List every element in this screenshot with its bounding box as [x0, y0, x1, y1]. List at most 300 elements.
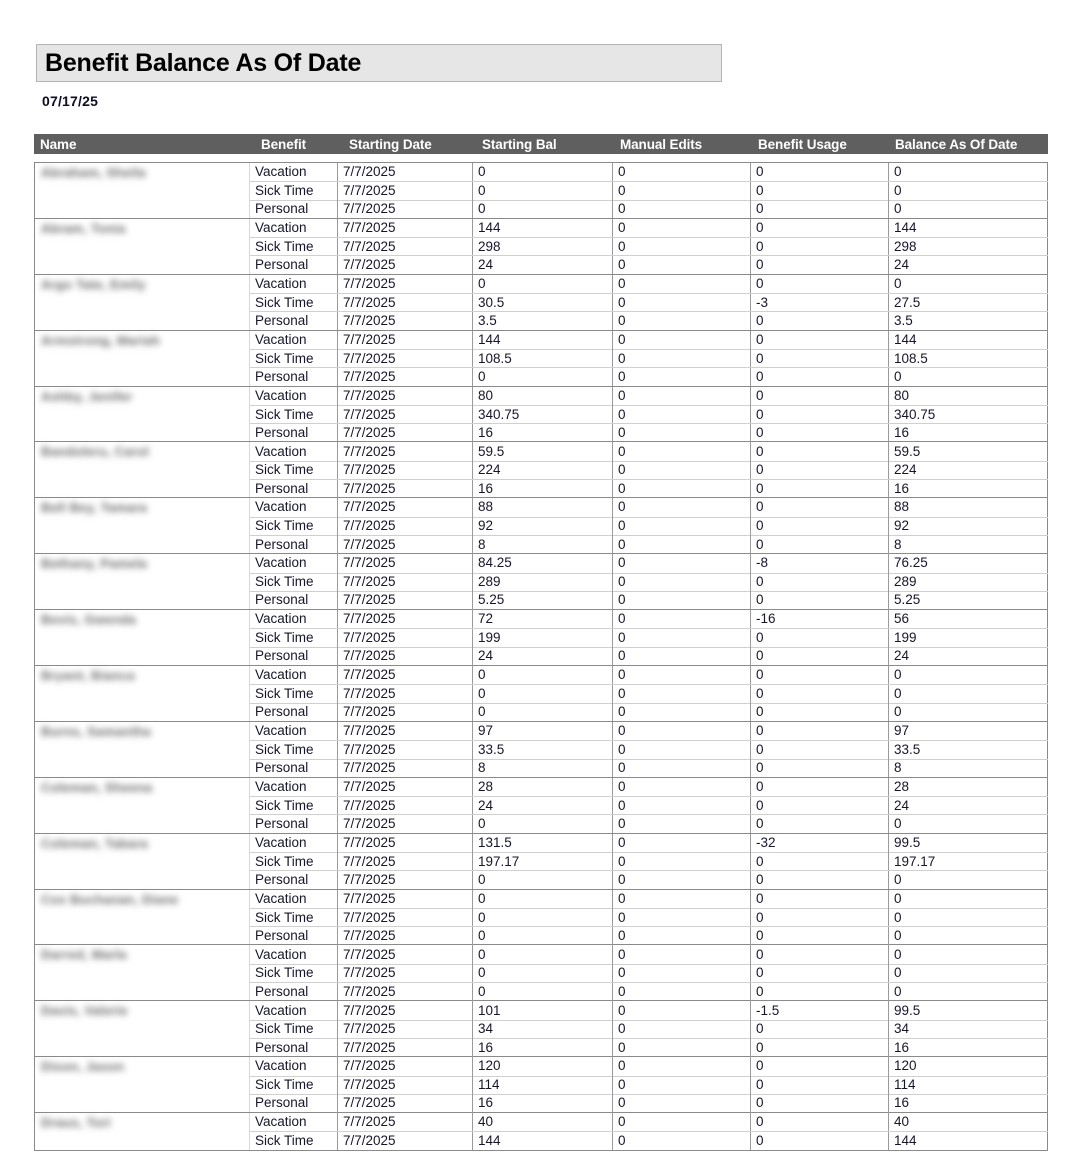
- cell-benefit-usage: 0: [751, 778, 889, 796]
- cell-benefit: Sick Time: [250, 349, 338, 367]
- employee-group: [35, 331, 1047, 387]
- table-row: [250, 796, 1048, 814]
- cell-balance-as-of-date: 340.75: [894, 406, 936, 422]
- cell-balance-as-of-date: 92: [894, 518, 910, 534]
- cell-starting-bal: 0: [473, 871, 613, 889]
- table-row: [250, 945, 1048, 963]
- cell-starting-date: 7/7/2025: [338, 405, 473, 423]
- employee-name-cell: [35, 554, 250, 609]
- cell-manual-edits: 0: [613, 685, 751, 703]
- cell-starting-bal: 40: [473, 1113, 613, 1131]
- cell-manual-edits: 0: [613, 778, 751, 796]
- column-header-benefit: Benefit: [261, 136, 307, 152]
- cell-balance-as-of-date: 0: [894, 946, 902, 962]
- table-row: [250, 275, 1048, 293]
- cell-manual-edits: 0: [613, 871, 751, 889]
- cell-benefit-usage: 0: [751, 182, 889, 200]
- table-row: [250, 591, 1048, 609]
- employee-name-redacted: Abram, Tonia: [41, 220, 126, 236]
- cell-benefit: Sick Time: [250, 573, 338, 591]
- cell-benefit: Vacation: [250, 1001, 338, 1019]
- cell-manual-edits: 0: [613, 1113, 751, 1131]
- cell-starting-bal: 144: [473, 219, 613, 237]
- cell-benefit-usage: 0: [751, 666, 889, 684]
- employee-name-redacted: Ashby, Jenifer: [41, 388, 133, 404]
- cell-starting-bal: 5.25: [473, 591, 613, 609]
- cell-manual-edits: 0: [613, 200, 751, 218]
- cell-benefit: Vacation: [250, 610, 338, 628]
- cell-starting-date: 7/7/2025: [338, 1094, 473, 1112]
- cell-balance-as-of-date: 144: [894, 220, 917, 236]
- employee-group: [35, 834, 1047, 890]
- cell-starting-bal: 30.5: [473, 294, 613, 312]
- employee-benefit-rows: [250, 945, 1048, 1000]
- employee-name-redacted: Bethany, Pamela: [41, 556, 148, 572]
- cell-benefit-usage: 0: [751, 964, 889, 982]
- table-row: [250, 703, 1048, 721]
- cell-starting-bal: 80: [473, 387, 613, 405]
- employee-benefit-rows: [250, 554, 1048, 609]
- cell-manual-edits: 0: [613, 256, 751, 274]
- cell-benefit-usage: 0: [751, 424, 889, 442]
- cell-starting-bal: 24: [473, 647, 613, 665]
- employee-name-redacted: Cox Buchanan, Diane: [41, 891, 179, 907]
- cell-benefit-usage: 0: [751, 349, 889, 367]
- cell-balance-as-of-date: 197.17: [894, 853, 936, 869]
- cell-benefit: Vacation: [250, 1113, 338, 1131]
- column-header-starting-date: Starting Date: [349, 136, 432, 152]
- table-row: [250, 255, 1048, 273]
- cell-manual-edits: 0: [613, 424, 751, 442]
- cell-starting-bal: 0: [473, 275, 613, 293]
- table-row: [250, 349, 1048, 367]
- cell-starting-date: 7/7/2025: [338, 256, 473, 274]
- cell-starting-date: 7/7/2025: [338, 182, 473, 200]
- employee-group: [35, 610, 1047, 666]
- cell-manual-edits: 0: [613, 610, 751, 628]
- cell-benefit-usage: -1.5: [751, 1001, 889, 1019]
- employee-name-cell: [35, 163, 250, 218]
- cell-starting-bal: 0: [473, 182, 613, 200]
- table-row: [250, 814, 1048, 832]
- cell-manual-edits: 0: [613, 219, 751, 237]
- cell-benefit-usage: 0: [751, 368, 889, 386]
- cell-benefit: Vacation: [250, 890, 338, 908]
- cell-starting-bal: 197.17: [473, 852, 613, 870]
- cell-manual-edits: 0: [613, 759, 751, 777]
- table-row: [250, 293, 1048, 311]
- cell-starting-bal: 16: [473, 1038, 613, 1056]
- table-row: [250, 405, 1048, 423]
- cell-benefit: Personal: [250, 759, 338, 777]
- cell-balance-as-of-date: 0: [894, 182, 902, 198]
- table-row: [250, 982, 1048, 1000]
- table-row: [250, 852, 1048, 870]
- employee-name-redacted: Bevis, Gwenda: [41, 612, 137, 628]
- table-row: [250, 964, 1048, 982]
- cell-manual-edits: 0: [613, 275, 751, 293]
- cell-benefit-usage: 0: [751, 275, 889, 293]
- employee-name-cell: [35, 610, 250, 665]
- cell-starting-bal: 0: [473, 927, 613, 945]
- employee-group: [35, 722, 1047, 778]
- cell-balance-as-of-date: 108.5: [894, 350, 928, 366]
- cell-benefit-usage: 0: [751, 759, 889, 777]
- cell-benefit-usage: 0: [751, 1038, 889, 1056]
- employee-benefit-rows: [250, 834, 1048, 889]
- cell-benefit: Sick Time: [250, 852, 338, 870]
- cell-starting-date: 7/7/2025: [338, 480, 473, 498]
- employee-group: [35, 387, 1047, 443]
- cell-manual-edits: 0: [613, 387, 751, 405]
- cell-benefit-usage: 0: [751, 1132, 889, 1150]
- cell-starting-date: 7/7/2025: [338, 647, 473, 665]
- cell-benefit: Sick Time: [250, 797, 338, 815]
- employee-group: [35, 1001, 1047, 1057]
- cell-manual-edits: 0: [613, 852, 751, 870]
- cell-starting-bal: 0: [473, 983, 613, 1001]
- cell-benefit-usage: 0: [751, 517, 889, 535]
- cell-benefit-usage: 0: [751, 461, 889, 479]
- cell-balance-as-of-date: 33.5: [894, 741, 921, 757]
- employee-group: [35, 498, 1047, 554]
- cell-benefit: Vacation: [250, 722, 338, 740]
- cell-benefit: Sick Time: [250, 1020, 338, 1038]
- employee-name-redacted: Darred, Marla: [41, 947, 127, 963]
- cell-benefit-usage: 0: [751, 703, 889, 721]
- employee-group: [35, 275, 1047, 331]
- cell-manual-edits: 0: [613, 349, 751, 367]
- employee-group: [35, 778, 1047, 834]
- cell-starting-bal: 16: [473, 1094, 613, 1112]
- report-title-box: [36, 44, 722, 82]
- employee-name-cell: [35, 722, 250, 777]
- cell-starting-bal: 120: [473, 1057, 613, 1075]
- cell-starting-bal: 144: [473, 1132, 613, 1150]
- cell-balance-as-of-date: 16: [894, 480, 910, 496]
- cell-benefit-usage: 0: [751, 219, 889, 237]
- cell-starting-date: 7/7/2025: [338, 163, 473, 181]
- table-row: [250, 461, 1048, 479]
- employee-group: [35, 1057, 1047, 1113]
- cell-manual-edits: 0: [613, 573, 751, 591]
- cell-balance-as-of-date: 34: [894, 1021, 910, 1037]
- cell-starting-bal: 88: [473, 498, 613, 516]
- cell-starting-date: 7/7/2025: [338, 945, 473, 963]
- employee-name-cell: [35, 778, 250, 833]
- cell-starting-bal: 114: [473, 1076, 613, 1094]
- cell-starting-bal: 0: [473, 685, 613, 703]
- cell-benefit-usage: 0: [751, 741, 889, 759]
- cell-manual-edits: 0: [613, 163, 751, 181]
- cell-starting-bal: 0: [473, 908, 613, 926]
- cell-benefit-usage: 0: [751, 908, 889, 926]
- table-row: [250, 722, 1048, 740]
- column-header-name: Name: [40, 136, 77, 152]
- cell-benefit: Vacation: [250, 778, 338, 796]
- cell-starting-bal: 0: [473, 890, 613, 908]
- cell-manual-edits: 0: [613, 983, 751, 1001]
- cell-balance-as-of-date: 114: [894, 1077, 916, 1093]
- cell-balance-as-of-date: 144: [894, 331, 917, 347]
- cell-balance-as-of-date: 0: [894, 685, 902, 701]
- table-row: [250, 1113, 1048, 1131]
- cell-benefit-usage: 0: [751, 163, 889, 181]
- cell-benefit: Vacation: [250, 331, 338, 349]
- cell-starting-bal: 8: [473, 759, 613, 777]
- employee-name-redacted: Armstrong, Mariah: [41, 332, 160, 348]
- cell-starting-bal: 199: [473, 629, 613, 647]
- employee-name-redacted: Coleman, Tabara: [41, 835, 148, 851]
- cell-starting-date: 7/7/2025: [338, 219, 473, 237]
- benefit-balance-table: [34, 134, 1048, 1176]
- cell-starting-date: 7/7/2025: [338, 442, 473, 460]
- cell-starting-date: 7/7/2025: [338, 424, 473, 442]
- cell-starting-date: 7/7/2025: [338, 1076, 473, 1094]
- cell-balance-as-of-date: 0: [894, 909, 902, 925]
- cell-benefit: Sick Time: [250, 1132, 338, 1150]
- cell-manual-edits: 0: [613, 480, 751, 498]
- cell-starting-bal: 289: [473, 573, 613, 591]
- table-row: [250, 219, 1048, 237]
- employee-name-cell: [35, 275, 250, 330]
- cell-benefit: Sick Time: [250, 629, 338, 647]
- cell-balance-as-of-date: 0: [894, 368, 902, 384]
- cell-benefit-usage: -3: [751, 294, 889, 312]
- cell-manual-edits: 0: [613, 722, 751, 740]
- cell-balance-as-of-date: 5.25: [894, 592, 921, 608]
- employee-group: [35, 163, 1047, 219]
- cell-balance-as-of-date: 40: [894, 1114, 910, 1130]
- employee-name-redacted: Draus, Tori: [41, 1115, 111, 1131]
- cell-starting-bal: 0: [473, 666, 613, 684]
- cell-benefit-usage: 0: [751, 722, 889, 740]
- cell-starting-bal: 16: [473, 424, 613, 442]
- cell-starting-bal: 24: [473, 797, 613, 815]
- table-row: [250, 759, 1048, 777]
- cell-benefit: Personal: [250, 200, 338, 218]
- header-body-spacer: [34, 154, 1048, 162]
- employee-group: [35, 945, 1047, 1001]
- cell-benefit-usage: 0: [751, 685, 889, 703]
- table-row: [250, 1131, 1048, 1149]
- cell-starting-date: 7/7/2025: [338, 312, 473, 330]
- table-body: [34, 162, 1048, 1151]
- employee-name-redacted: Bryant, Bianca: [41, 668, 135, 684]
- cell-starting-date: 7/7/2025: [338, 890, 473, 908]
- cell-benefit: Personal: [250, 815, 338, 833]
- cell-starting-date: 7/7/2025: [338, 1132, 473, 1150]
- employee-group: [35, 1113, 1047, 1151]
- employee-name-cell: [35, 498, 250, 553]
- employee-name-cell: [35, 1001, 250, 1056]
- cell-balance-as-of-date: 16: [894, 424, 910, 440]
- employee-name-redacted: Bandoleru, Carol: [41, 444, 149, 460]
- cell-starting-date: 7/7/2025: [338, 722, 473, 740]
- cell-manual-edits: 0: [613, 927, 751, 945]
- employee-name-redacted: Coleman, Sheena: [41, 779, 153, 795]
- cell-benefit: Sick Time: [250, 461, 338, 479]
- cell-benefit: Sick Time: [250, 1076, 338, 1094]
- cell-benefit: Sick Time: [250, 405, 338, 423]
- cell-balance-as-of-date: 0: [894, 871, 902, 887]
- cell-benefit: Sick Time: [250, 182, 338, 200]
- cell-manual-edits: 0: [613, 1132, 751, 1150]
- cell-benefit: Vacation: [250, 1057, 338, 1075]
- cell-starting-date: 7/7/2025: [338, 1038, 473, 1056]
- cell-manual-edits: 0: [613, 1001, 751, 1019]
- employee-benefit-rows: [250, 163, 1048, 218]
- cell-benefit-usage: 0: [751, 1057, 889, 1075]
- cell-manual-edits: 0: [613, 815, 751, 833]
- cell-balance-as-of-date: 298: [894, 238, 917, 254]
- employee-name-redacted: Dixon, Jason: [41, 1059, 125, 1075]
- employee-benefit-rows: [250, 275, 1048, 330]
- cell-starting-date: 7/7/2025: [338, 815, 473, 833]
- employee-group: [35, 442, 1047, 498]
- cell-balance-as-of-date: 97: [894, 723, 910, 739]
- cell-benefit-usage: 0: [751, 200, 889, 218]
- table-row: [250, 498, 1048, 516]
- cell-balance-as-of-date: 27.5: [894, 294, 921, 310]
- employee-benefit-rows: [250, 1113, 1048, 1150]
- cell-manual-edits: 0: [613, 1076, 751, 1094]
- cell-starting-bal: 0: [473, 703, 613, 721]
- cell-benefit-usage: 0: [751, 797, 889, 815]
- cell-starting-date: 7/7/2025: [338, 741, 473, 759]
- cell-manual-edits: 0: [613, 703, 751, 721]
- cell-starting-date: 7/7/2025: [338, 1020, 473, 1038]
- cell-starting-bal: 0: [473, 200, 613, 218]
- cell-starting-bal: 59.5: [473, 442, 613, 460]
- cell-manual-edits: 0: [613, 535, 751, 553]
- cell-balance-as-of-date: 56: [894, 611, 910, 627]
- cell-benefit: Sick Time: [250, 685, 338, 703]
- cell-benefit: Sick Time: [250, 741, 338, 759]
- cell-benefit-usage: 0: [751, 945, 889, 963]
- cell-starting-date: 7/7/2025: [338, 387, 473, 405]
- cell-starting-bal: 298: [473, 238, 613, 256]
- cell-benefit-usage: 0: [751, 815, 889, 833]
- cell-benefit: Personal: [250, 703, 338, 721]
- cell-benefit: Personal: [250, 1094, 338, 1112]
- cell-benefit-usage: 0: [751, 480, 889, 498]
- cell-benefit-usage: 0: [751, 238, 889, 256]
- employee-benefit-rows: [250, 890, 1048, 945]
- cell-benefit: Sick Time: [250, 238, 338, 256]
- table-row: [250, 573, 1048, 591]
- cell-benefit-usage: 0: [751, 573, 889, 591]
- table-row: [250, 926, 1048, 944]
- cell-benefit-usage: -32: [751, 834, 889, 852]
- cell-balance-as-of-date: 224: [894, 462, 917, 478]
- table-row: [250, 647, 1048, 665]
- cell-manual-edits: 0: [613, 461, 751, 479]
- cell-manual-edits: 0: [613, 182, 751, 200]
- table-header-row: [34, 134, 1048, 154]
- cell-starting-date: 7/7/2025: [338, 703, 473, 721]
- cell-starting-bal: 33.5: [473, 741, 613, 759]
- cell-starting-date: 7/7/2025: [338, 238, 473, 256]
- cell-starting-date: 7/7/2025: [338, 554, 473, 572]
- table-row: [250, 479, 1048, 497]
- cell-starting-bal: 0: [473, 163, 613, 181]
- cell-starting-bal: 224: [473, 461, 613, 479]
- cell-manual-edits: 0: [613, 629, 751, 647]
- cell-benefit: Vacation: [250, 554, 338, 572]
- cell-manual-edits: 0: [613, 405, 751, 423]
- employee-benefit-rows: [250, 1057, 1048, 1112]
- cell-benefit: Personal: [250, 1038, 338, 1056]
- cell-starting-date: 7/7/2025: [338, 1057, 473, 1075]
- cell-benefit: Vacation: [250, 163, 338, 181]
- cell-starting-date: 7/7/2025: [338, 629, 473, 647]
- employee-benefit-rows: [250, 666, 1048, 721]
- cell-manual-edits: 0: [613, 666, 751, 684]
- cell-benefit: Personal: [250, 535, 338, 553]
- cell-benefit-usage: 0: [751, 312, 889, 330]
- table-row: [250, 163, 1048, 181]
- table-row: [250, 890, 1048, 908]
- employee-group: [35, 554, 1047, 610]
- cell-manual-edits: 0: [613, 797, 751, 815]
- cell-starting-bal: 108.5: [473, 349, 613, 367]
- cell-starting-date: 7/7/2025: [338, 983, 473, 1001]
- cell-balance-as-of-date: 289: [894, 574, 917, 590]
- cell-manual-edits: 0: [613, 945, 751, 963]
- table-row: [250, 517, 1048, 535]
- cell-starting-date: 7/7/2025: [338, 666, 473, 684]
- cell-manual-edits: 0: [613, 238, 751, 256]
- table-row: [250, 367, 1048, 385]
- cell-starting-date: 7/7/2025: [338, 964, 473, 982]
- table-row: [250, 535, 1048, 553]
- cell-manual-edits: 0: [613, 591, 751, 609]
- cell-starting-date: 7/7/2025: [338, 852, 473, 870]
- cell-balance-as-of-date: 0: [894, 890, 902, 906]
- table-row: [250, 834, 1048, 852]
- employee-benefit-rows: [250, 442, 1048, 497]
- cell-benefit: Personal: [250, 591, 338, 609]
- cell-starting-date: 7/7/2025: [338, 349, 473, 367]
- cell-manual-edits: 0: [613, 554, 751, 572]
- employee-group: [35, 666, 1047, 722]
- cell-benefit-usage: 0: [751, 647, 889, 665]
- cell-balance-as-of-date: 24: [894, 648, 910, 664]
- cell-starting-date: 7/7/2025: [338, 331, 473, 349]
- cell-starting-bal: 340.75: [473, 405, 613, 423]
- employee-name-cell: [35, 331, 250, 386]
- cell-starting-date: 7/7/2025: [338, 778, 473, 796]
- report-as-of-date: 07/17/25: [42, 93, 99, 109]
- table-row: [250, 331, 1048, 349]
- cell-benefit-usage: 0: [751, 983, 889, 1001]
- column-header-balance-as-of-date: Balance As Of Date: [895, 136, 1018, 152]
- cell-benefit: Sick Time: [250, 294, 338, 312]
- cell-balance-as-of-date: 59.5: [894, 443, 921, 459]
- cell-benefit-usage: 0: [751, 591, 889, 609]
- table-row: [250, 908, 1048, 926]
- cell-benefit: Personal: [250, 927, 338, 945]
- table-row: [250, 554, 1048, 572]
- cell-benefit: Personal: [250, 647, 338, 665]
- table-row: [250, 610, 1048, 628]
- cell-balance-as-of-date: 0: [894, 275, 902, 291]
- cell-benefit: Personal: [250, 480, 338, 498]
- employee-name-cell: [35, 834, 250, 889]
- cell-benefit: Sick Time: [250, 517, 338, 535]
- cell-manual-edits: 0: [613, 368, 751, 386]
